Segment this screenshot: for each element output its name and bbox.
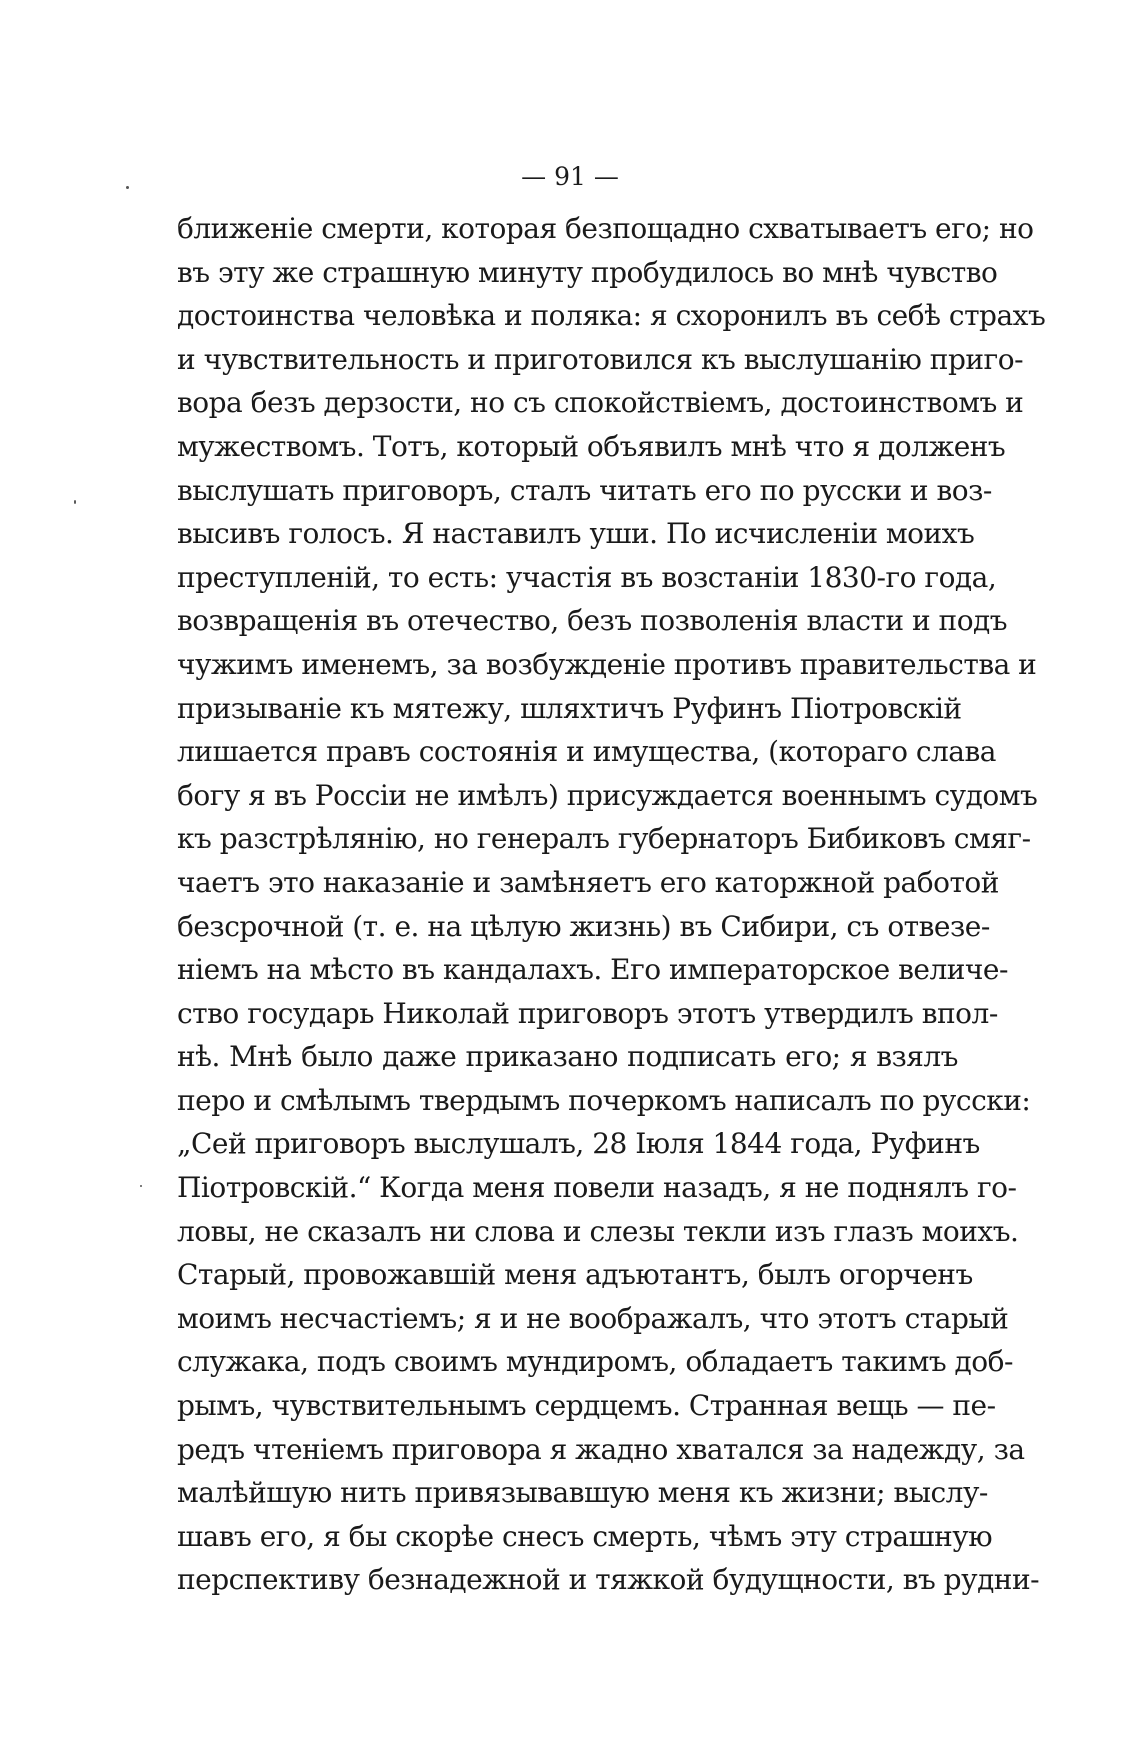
text-line: Піотровскій.“ Когда меня повели назадъ, я не поднялъ го- (177, 1171, 1017, 1205)
text-line: ство государь Николай приговоръ этотъ утвердилъ впол- (177, 996, 998, 1030)
text-line: моимъ несчастіемъ; я и не воображалъ, что этотъ старый (177, 1301, 1009, 1335)
text-line: богу я въ Россіи не имѣлъ) присуждается военнымъ судомъ (177, 778, 1038, 812)
text-line: безсрочной (т. е. на цѣлую жизнь) въ Сибири, съ отвезе- (177, 909, 990, 943)
text-line: ловы, не сказалъ ни слова и слезы текли изъ глазъ моихъ. (177, 1214, 1019, 1248)
text-line: призываніе къ мятежу, шляхтичъ Руфинъ Піотровскій (177, 691, 962, 725)
text-line: редъ чтеніемъ приговора я жадно хватался за надежду, за (177, 1432, 1025, 1466)
text-line: ближеніе смерти, которая безпощадно схватываетъ его; но (177, 212, 1034, 245)
text-line: „Сей приговоръ выслушалъ, 28 Іюля 1844 года, Руфинъ (177, 1127, 980, 1161)
text-line: шавъ его, я бы скорѣе снесъ смерть, чѣмъ эту страшную (177, 1519, 993, 1553)
text-line: перспективу безнадежной и тяжкой будущности, въ рудни- (177, 1563, 1040, 1597)
text-line: въ эту же страшную минуту пробудилось во мнѣ чувство (177, 255, 998, 289)
body-text (177, 207, 1046, 1602)
text-line: вора безъ дерзости, но съ спокойствіемъ, достоинствомъ и (177, 386, 1024, 420)
text-line: нѣ. Мнѣ было даже приказано подписать его; я взялъ (177, 1040, 958, 1074)
text-line: возвращенія въ отечество, безъ позволенія власти и подъ (177, 604, 1008, 638)
text-line: рымъ, чувствительнымъ сердцемъ. Странная вещь — пе- (177, 1389, 996, 1423)
text-line: ніемъ на мѣсто въ кандалахъ. Его императорское величе- (177, 953, 1008, 987)
text-line: преступленій, то есть: участія въ возстаніи 1830-го года, (177, 560, 997, 594)
text-line: чаетъ это наказаніе и замѣняетъ его каторжной работой (177, 865, 999, 899)
text-line: къ разстрѣлянію, но генералъ губернаторъ Бибиковъ смяг- (177, 822, 1031, 856)
text-line: Старый, провожавшій меня адъютантъ, былъ огорченъ (177, 1258, 973, 1292)
text-line: достоинства человѣка и поляка: я схоронилъ въ себѣ страхъ (177, 299, 1046, 333)
text-line: малѣйшую нить привязывавшую меня къ жизни; выслу- (177, 1476, 988, 1510)
text-line: и чувствительность и приготовился къ выслушанію приго- (177, 342, 1024, 376)
page-number: — 91 — (521, 162, 619, 191)
text-line: мужествомъ. Тотъ, который объявилъ мнѣ что я долженъ (177, 429, 1006, 463)
text-line: лишается правъ состоянія и имущества, (котораго слава (177, 735, 996, 769)
text-line: высивъ голосъ. Я наставилъ уши. По исчисленіи моихъ (177, 517, 975, 551)
scan-speck (140, 1185, 142, 1187)
text-line: перо и смѣлымъ твердымъ почеркомъ написалъ по русски: (177, 1083, 1031, 1117)
text-line: служака, подъ своимъ мундиромъ, обладаетъ такимъ доб- (177, 1345, 1013, 1379)
scan-speck (74, 500, 76, 504)
scan-speck (126, 186, 129, 189)
text-line: чужимъ именемъ, за возбужденіе противъ правительства и (177, 647, 1037, 681)
text-line: выслушать приговоръ, сталъ читать его по русски и воз- (177, 473, 992, 507)
